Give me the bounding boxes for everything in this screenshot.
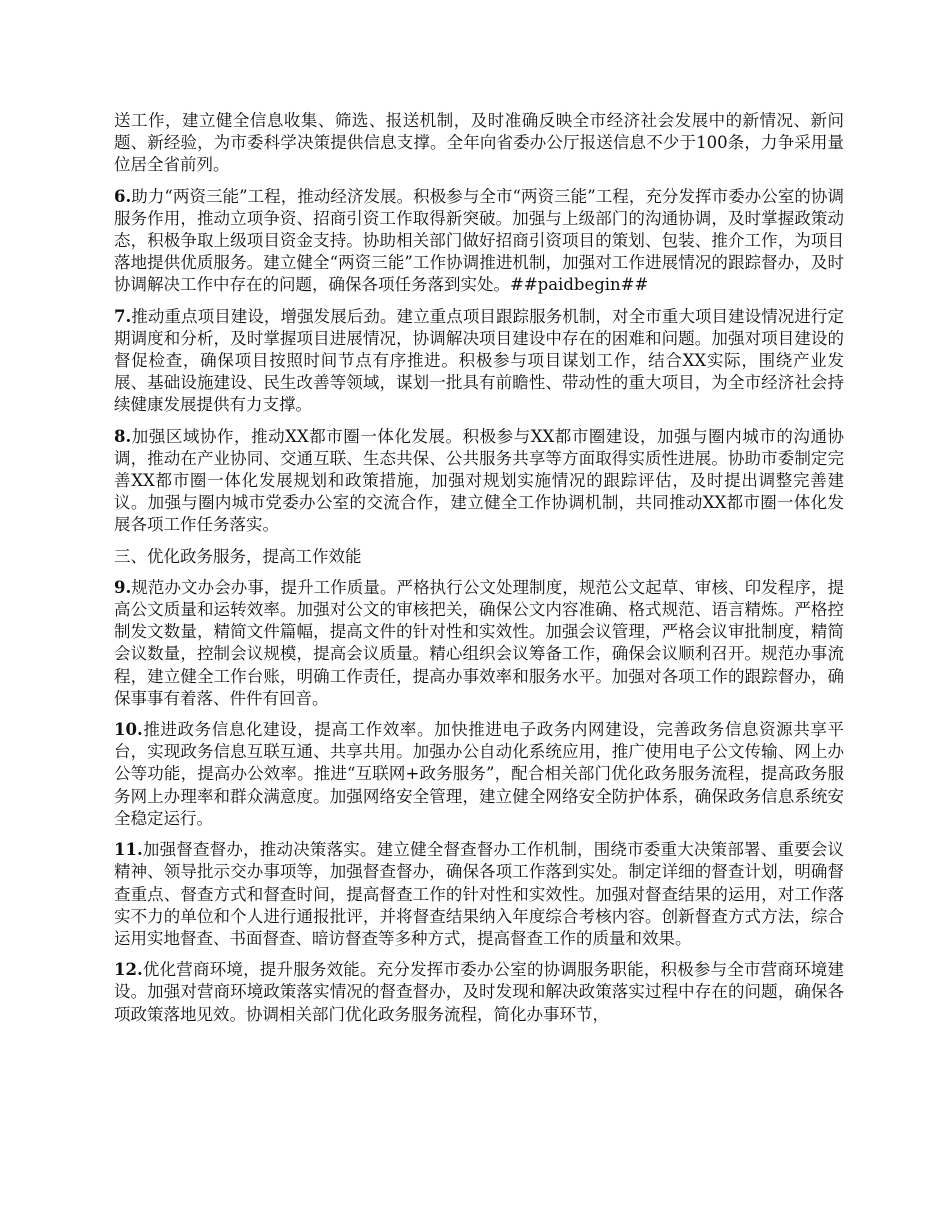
paragraph-item-12 bbox=[114, 959, 844, 1026]
paragraph-intro bbox=[114, 110, 844, 177]
paragraph-text: 优化营商环境，提升服务效能。充分发挥市委办公室的协调服务职能，积极参与全市营商环境建设。加强对营商环境政策落实情况的督查督办，及时发现和解决政策落实过程中存在的问题，确保各项政策落地见效。协调相关部门优化政务服务流程，简化办事环节， bbox=[114, 960, 844, 1024]
item-number: 10. bbox=[114, 720, 143, 740]
paragraph-text: 推动重点项目建设，增强发展后劲。建立重点项目跟踪服务机制，对全市重大项目建设情况进行定期调度和分析，及时掌握项目进展情况，协调解决项目建设中存在的困难和问题。加强对项目建设的督促检查，确保项目按照时间节点有序推进。积极参与项目谋划工作，结合XX实际，围绕产业发展、基础设施建设、民生改善等领域，谋划一批具有前瞻性、带动性的重大项目，为全市经济社会持续健康发展提供有力支撑。 bbox=[114, 306, 844, 415]
paragraph-item-6 bbox=[114, 186, 844, 297]
paragraph-text: 推进政务信息化建设，提高工作效率。加快推进电子政务内网建设，完善政务信息资源共享平台，实现政务信息互联互通、共享共用。加强办公自动化系统应用，推广使用电子公文传输、网上办公等功能，提高办公效率。推进“互联网+政务服务”，配合相关部门优化政务服务流程，提高政务服务网上办理率和群众满意度。加强网络安全管理，建立健全网络安全防护体系，确保政务信息系统安全稳定运行。 bbox=[114, 720, 844, 828]
paragraph-text: 规范办文办会办事，提升工作质量。严格执行公文处理制度，规范公文起草、审核、印发程序，提高公文质量和运转效率。加强对公文的审核把关，确保公文内容准确、格式规范、语言精炼。严格控制发文数量，精简文件篇幅，提高文件的针对性和实效性。加强会议管理，严格会议审批制度，精简会议数量，控制会议规模，提高会议质量。精心组织会议筹备工作，确保会议顺利召开。规范办事流程，建立健全工作台账，明确工作责任，提高办事效率和服务水平。加强对各项工作的跟踪督办，确保事事有着落、件件有回音。 bbox=[114, 577, 844, 708]
paragraph-item-8 bbox=[114, 426, 844, 537]
item-number: 11. bbox=[114, 840, 143, 860]
paragraph-text: 加强区域协作，推动XX都市圈一体化发展。积极参与XX都市圈建设，加强与圈内城市的沟通协调，推动在产业协同、交通互联、生态共保、公共服务共享等方面取得实质性进展。协助市委制定完善XX都市圈一体化发展规划和政策措施，加强对规划实施情况的跟踪评估，及时提出调整完善建议。加强与圈内城市党委办公室的交流合作，建立健全工作协调机制，共同推动XX都市圈一体化发展各项工作任务落实。 bbox=[114, 426, 844, 535]
paragraph-item-11 bbox=[114, 839, 844, 950]
item-number: 12. bbox=[114, 960, 143, 980]
item-number: 8. bbox=[114, 426, 132, 446]
document-page bbox=[114, 110, 844, 1035]
paragraph-item-9 bbox=[114, 577, 844, 710]
item-number: 9. bbox=[114, 577, 132, 597]
paragraph-item-10 bbox=[114, 719, 844, 830]
paragraph-text: 加强督查督办，推动决策落实。建立健全督查督办工作机制，围绕市委重大决策部署、重要会议精神、领导批示交办事项等，加强督查督办，确保各项工作落到实处。制定详细的督查计划，明确督查重点、督查方式和督查时间，提高督查工作的针对性和实效性。加强对督查结果的运用，对工作落实不力的单位和个人进行通报批评，并将督查结果纳入年度综合考核内容。创新督查方式方法，综合运用实地督查、书面督查、暗访督查等多种方式，提高督查工作的质量和效果。 bbox=[114, 840, 844, 948]
item-number: 6. bbox=[114, 186, 132, 206]
paragraph-text: 助力“两资三能”工程，推动经济发展。积极参与全市“两资三能”工程，充分发挥市委办公室的协调服务作用，推动立项争资、招商引资工作取得新突破。加强与上级部门的沟通协调，及时掌握政策动态，积极争取上级项目资金支持。协助相关部门做好招商引资项目的策划、包装、推介工作，为项目落地提供优质服务。建立健全“两资三能”工作协调推进机制，加强对工作进展情况的跟踪督办，及时协调解决工作中存在的问题，确保各项任务落到实处。##paidbegin## bbox=[114, 186, 844, 295]
section-heading: 三、优化政务服务，提高工作效能 bbox=[114, 546, 362, 566]
item-number: 7. bbox=[114, 306, 132, 326]
paragraph-text: 送工作，建立健全信息收集、筛选、报送机制，及时准确反映全市经济社会发展中的新情况、新问题、新经验，为市委科学决策提供信息支撑。全年向省委办公厅报送信息不少于100条，力争采用量位居全省前列。 bbox=[114, 111, 844, 175]
paragraph-item-7 bbox=[114, 306, 844, 417]
